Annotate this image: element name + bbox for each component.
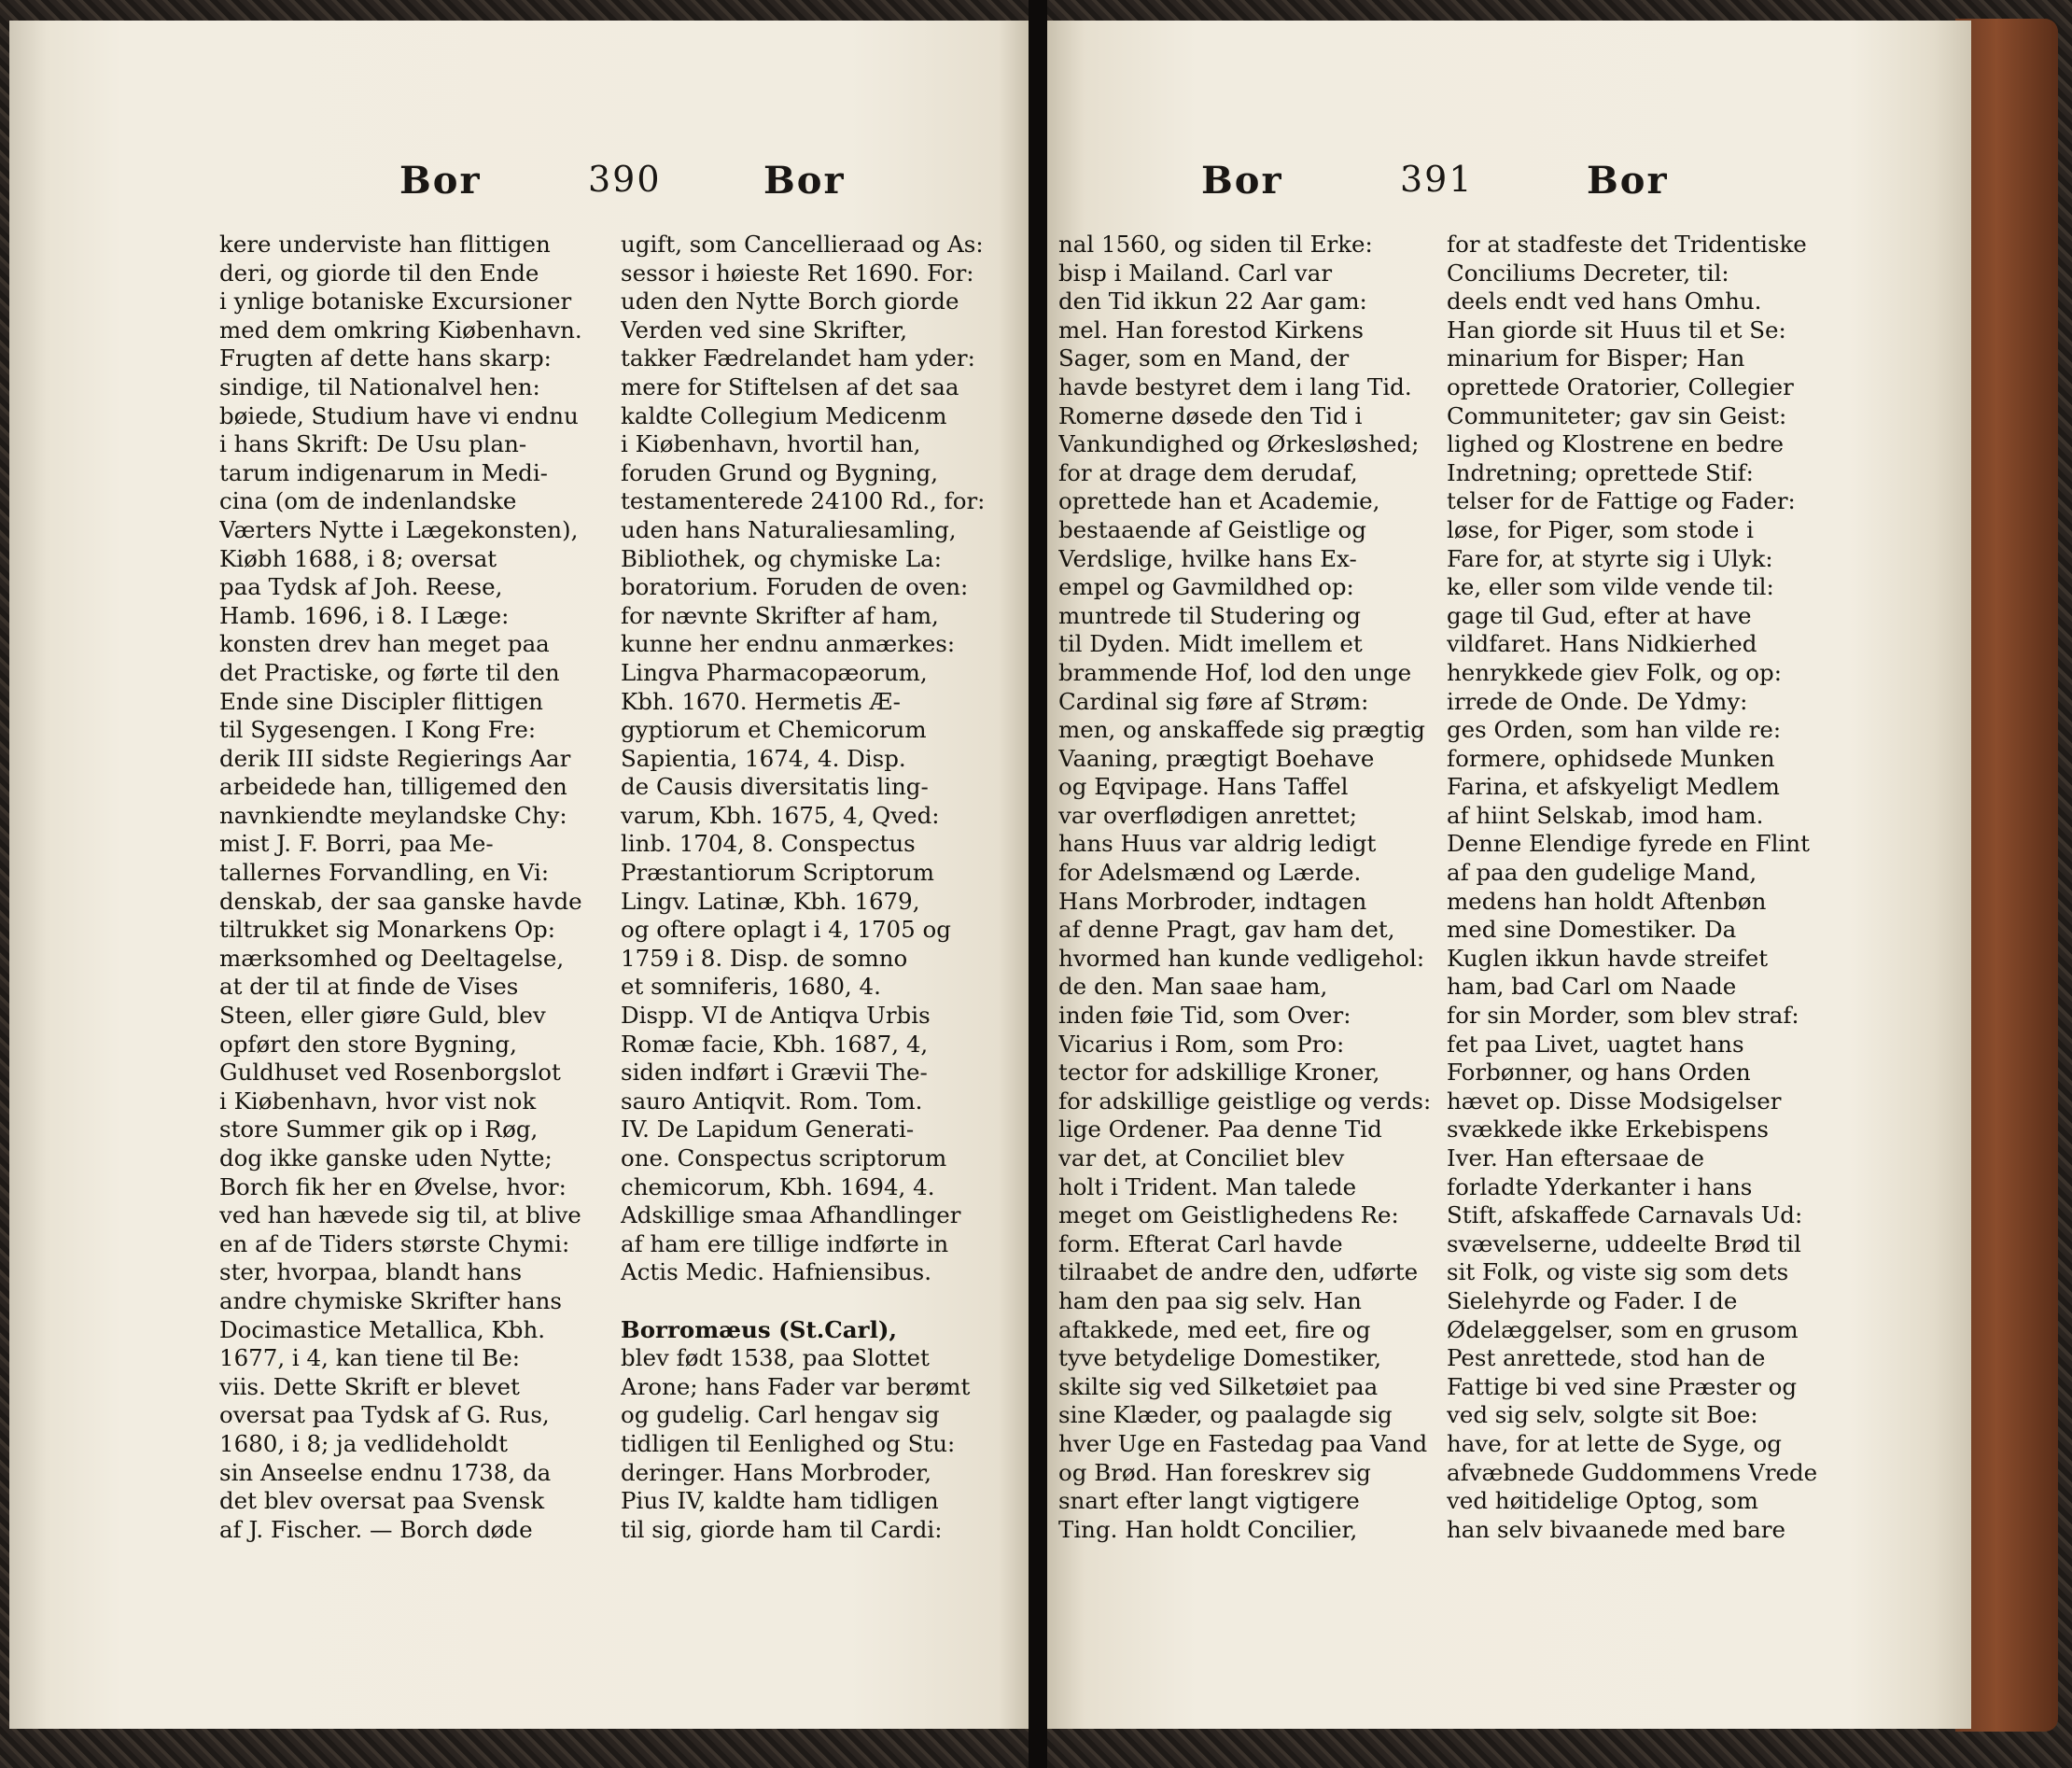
text-line: hævet op. Disse Modsigelser <box>1447 1087 1782 1115</box>
text-line: Kbh. 1670. Hermetis Æ- <box>621 687 901 715</box>
text-line: han selv bivaanede med bare <box>1447 1515 1786 1543</box>
text-line: Vankundighed og Ørkesløshed; <box>1058 430 1420 458</box>
text-line: for nævnte Skrifter af ham, <box>621 601 939 629</box>
text-line: Bibliothek, og chymiske La: <box>621 544 942 572</box>
text-line: løse, for Piger, som stode i <box>1447 515 1754 543</box>
text-line: bestaaende af Geistlige og <box>1058 515 1366 543</box>
text-line: svævelserne, uddeelte Brød til <box>1447 1229 1801 1257</box>
text-line: Ende sine Discipler flittigen <box>219 687 543 715</box>
left-page <box>9 21 1029 1729</box>
text-line: Sager, som en Mand, der <box>1058 344 1350 372</box>
text-line: hans Huus var aldrig ledigt <box>1058 830 1377 858</box>
text-line: Ødelæggelser, som en grusom <box>1447 1315 1799 1343</box>
text-line: deels endt ved hans Omhu. <box>1447 288 1762 316</box>
text-line: vildfaret. Hans Nidkierhed <box>1447 630 1757 658</box>
right-page-number: 391 <box>1400 159 1474 200</box>
text-line: viis. Dette Skrift er blevet <box>219 1372 520 1400</box>
text-line: minarium for Bisper; Han <box>1447 344 1745 372</box>
text-line: 1680, i 8; ja vedlideholdt <box>219 1429 508 1457</box>
text-line: oprettede Oratorier, Collegier <box>1447 372 1794 400</box>
text-line: i ynlige botaniske Excursioner <box>219 288 572 316</box>
text-line: Stift, afskaffede Carnavals Ud: <box>1447 1201 1803 1229</box>
text-line: svækkede ikke Erkebispens <box>1447 1116 1769 1144</box>
text-line: Pius IV, kaldte ham tidligen <box>621 1487 939 1515</box>
text-line: sin Anseelse endnu 1738, da <box>219 1458 552 1486</box>
text-line: ke, eller som vilde vende til: <box>1447 573 1774 601</box>
text-line: fet paa Livet, uagtet hans <box>1447 1030 1744 1058</box>
text-line: Lingv. Latinæ, Kbh. 1679, <box>621 887 920 915</box>
text-line <box>621 1287 994 1316</box>
text-line: muntrede til Studering og <box>1058 601 1361 629</box>
entry-heading: Borromæus (St.Carl), <box>621 1315 897 1343</box>
text-line: mere for Stiftelsen af det saa <box>621 372 959 400</box>
text-line: nal 1560, og siden til Erke: <box>1058 231 1373 258</box>
text-line: tarum indigenarum in Medi- <box>219 458 548 486</box>
text-line: blev født 1538, paa Slottet <box>621 1344 930 1372</box>
text-line: mist J. F. Borri, paa Me- <box>219 830 494 858</box>
text-line: chemicorum, Kbh. 1694, 4. <box>621 1172 935 1200</box>
text-line: Sapientia, 1674, 4. Disp. <box>621 744 906 772</box>
text-line: derik III sidste Regierings Aar <box>219 744 571 772</box>
text-line: aftakkede, med eet, fire og <box>1058 1315 1371 1343</box>
text-line: boratorium. Foruden de oven: <box>621 573 969 601</box>
text-line: i hans Skrift: De Usu plan- <box>219 430 527 458</box>
text-line: Indretning; oprettede Stif: <box>1447 458 1754 486</box>
text-line: dog ikke ganske uden Nytte; <box>219 1144 553 1172</box>
text-line: Han giorde sit Huus til et Se: <box>1447 316 1786 344</box>
text-line: deringer. Hans Morbroder, <box>621 1458 932 1486</box>
text-line: Værters Nytte i Lægekonsten), <box>219 515 579 543</box>
right-page-header-right: Bor <box>1587 159 1669 203</box>
text-line: Pest anrettede, stod han de <box>1447 1344 1766 1372</box>
text-line: af denne Pragt, gav ham det, <box>1058 916 1395 944</box>
right-page-column-1 <box>1058 231 1432 1544</box>
text-line: et somniferis, 1680, 4. <box>621 973 881 1001</box>
text-line: oprettede han et Academie, <box>1058 487 1380 515</box>
text-line: Actis Medic. Hafniensibus. <box>621 1258 932 1286</box>
text-line: medens han holdt Aftenbøn <box>1447 887 1767 915</box>
text-line: lighed og Klostrene en bedre <box>1447 430 1785 458</box>
text-line: men, og anskaffede sig prægtig <box>1058 716 1425 744</box>
text-line: Kuglen ikkun havde streifet <box>1447 944 1769 972</box>
text-line: Guldhuset ved Rosenborgslot <box>219 1059 561 1087</box>
text-line: bisp i Mailand. Carl var <box>1058 259 1333 287</box>
left-page-header-right: Bor <box>763 159 846 203</box>
text-line: kaldte Collegium Medicenm <box>621 401 947 429</box>
text-line: meget om Geistlighedens Re: <box>1058 1201 1399 1229</box>
text-line: kere underviste han flittigen <box>219 231 551 258</box>
text-line: og gudelig. Carl hengav sig <box>621 1401 940 1429</box>
text-line: tallernes Forvandling, en Vi: <box>219 859 550 887</box>
text-line: arbeidede han, tilligemed den <box>219 773 567 801</box>
text-line: Præstantiorum Scriptorum <box>621 859 935 887</box>
text-line: siden indført i Grævii The- <box>621 1059 928 1087</box>
text-line: de den. Man saae ham, <box>1058 973 1328 1001</box>
text-line: Vicarius i Rom, som Pro: <box>1058 1030 1345 1058</box>
text-line: ved høitidelige Optog, som <box>1447 1487 1758 1515</box>
text-line: Arone; hans Fader var berømt <box>621 1372 971 1400</box>
text-line: kunne her endnu anmærkes: <box>621 630 956 658</box>
text-line: Verden ved sine Skrifter, <box>621 316 908 344</box>
text-line: konsten drev han meget paa <box>219 630 550 658</box>
text-line: det Practiske, og førte til den <box>219 658 560 686</box>
text-line: Dispp. VI de Antiqva Urbis <box>621 1002 931 1030</box>
text-line: hver Uge en Fastedag paa Vand <box>1058 1429 1428 1457</box>
left-page-column-1 <box>219 231 602 1544</box>
text-line: sessor i høieste Ret 1690. For: <box>621 259 974 287</box>
text-line: det blev oversat paa Svensk <box>219 1487 545 1515</box>
text-line: tyve betydelige Domestiker, <box>1058 1344 1382 1372</box>
text-line: for adskillige geistlige og verds: <box>1058 1087 1432 1115</box>
text-line: den Tid ikkun 22 Aar gam: <box>1058 288 1367 316</box>
right-page-column-2 <box>1447 231 1820 1544</box>
text-line: ugift, som Cancellieraad og As: <box>621 231 984 258</box>
text-line: Hans Morbroder, indtagen <box>1058 887 1367 915</box>
text-line: form. Efterat Carl havde <box>1058 1229 1343 1257</box>
text-line: Forbønner, og hans Orden <box>1447 1059 1751 1087</box>
text-line: linb. 1704, 8. Conspectus <box>621 830 916 858</box>
text-line: uden hans Naturaliesamling, <box>621 515 957 543</box>
text-line: og Eqvipage. Hans Taffel <box>1058 773 1349 801</box>
text-line: Cardinal sig føre af Strøm: <box>1058 687 1369 715</box>
text-line: tilraabet de andre den, udførte <box>1058 1258 1419 1286</box>
text-line: afvæbnede Guddommens Vrede <box>1447 1458 1818 1486</box>
text-line: andre chymiske Skrifter hans <box>219 1286 563 1314</box>
text-line: Verdslige, hvilke hans Ex- <box>1058 544 1357 572</box>
text-line: og Brød. Han foreskrev sig <box>1058 1458 1371 1486</box>
text-line: tidligen til Eenlighed og Stu: <box>621 1429 956 1457</box>
text-line: gyptiorum et Chemicorum <box>621 716 927 744</box>
text-line: sauro Antiqvit. Rom. Tom. <box>621 1087 923 1115</box>
text-line: for Adelsmænd og Lærde. <box>1058 859 1362 887</box>
text-line: Borch fik her en Øvelse, hvor: <box>219 1172 567 1200</box>
text-line: Hamb. 1696, i 8. I Læge: <box>219 601 510 629</box>
text-line: lige Ordener. Paa denne Tid <box>1058 1116 1382 1144</box>
text-line: formere, ophidsede Munken <box>1447 744 1775 772</box>
text-line: skilte sig ved Silketøiet paa <box>1058 1372 1379 1400</box>
text-line: gage til Gud, efter at have <box>1447 601 1752 629</box>
text-line: med dem omkring Kiøbenhavn. <box>219 316 582 344</box>
text-line: forladte Yderkanter i hans <box>1447 1172 1753 1200</box>
text-line: Sielehyrde og Fader. I de <box>1447 1286 1738 1314</box>
gutter <box>1029 0 1047 1768</box>
text-line: hvormed han kunde vedligehol: <box>1058 944 1425 972</box>
left-page-header-left: Bor <box>399 159 482 203</box>
text-line: og oftere oplagt i 4, 1705 og <box>621 916 951 944</box>
text-line: de Causis diversitatis ling- <box>621 773 929 801</box>
text-line: sit Folk, og viste sig som dets <box>1447 1258 1789 1286</box>
text-line: henrykkede giev Folk, og op: <box>1447 658 1782 686</box>
text-line: Romerne døsede den Tid i <box>1058 401 1363 429</box>
text-line: bøiede, Studium have vi endnu <box>219 401 579 429</box>
text-line: i Kiøbenhavn, hvortil han, <box>621 430 921 458</box>
text-line: Steen, eller giøre Guld, blev <box>219 1002 546 1030</box>
text-line: for at drage dem derudaf, <box>1058 458 1358 486</box>
text-line: snart efter langt vigtigere <box>1058 1487 1360 1515</box>
text-line: testamenterede 24100 Rd., for: <box>621 487 986 515</box>
right-page <box>1047 21 1971 1729</box>
text-line: foruden Grund og Bygning, <box>621 458 938 486</box>
text-line: Kiøbh 1688, i 8; oversat <box>219 544 497 572</box>
text-line: Denne Elendige fyrede en Flint <box>1447 830 1810 858</box>
text-line: Farina, et afskyeligt Medlem <box>1447 773 1780 801</box>
text-line: oversat paa Tydsk af G. Rus, <box>219 1401 550 1429</box>
text-line: Communiteter; gav sin Geist: <box>1447 401 1787 429</box>
text-line: one. Conspectus scriptorum <box>621 1144 947 1172</box>
text-line: af paa den gudelige Mand, <box>1447 859 1757 887</box>
text-line: Conciliums Decreter, til: <box>1447 259 1729 287</box>
left-page-number: 390 <box>588 159 662 200</box>
text-line: af ham ere tillige indførte in <box>621 1229 949 1257</box>
text-line: Iver. Han eftersaae de <box>1447 1144 1705 1172</box>
text-line: Lingva Pharmacopæorum, <box>621 658 928 686</box>
text-line: ham, bad Carl om Naade <box>1447 973 1737 1001</box>
text-line: Frugten af dette hans skarp: <box>219 344 552 372</box>
text-line: tector for adskillige Kroner, <box>1058 1059 1380 1087</box>
text-line: 1677, i 4, kan tiene til Be: <box>219 1344 521 1372</box>
text-line: 1759 i 8. Disp. de somno <box>621 944 908 972</box>
text-line: af J. Fischer. — Borch døde <box>219 1515 533 1543</box>
text-line: navnkiendte meylandske Chy: <box>219 801 567 829</box>
text-line: ham den paa sig selv. Han <box>1058 1286 1362 1314</box>
text-line: sine Klæder, og paalagde sig <box>1058 1401 1393 1429</box>
text-line: holt i Trident. Man talede <box>1058 1172 1357 1200</box>
text-line: tiltrukket sig Monarkens Op: <box>219 916 555 944</box>
text-line: til Sygesengen. I Kong Fre: <box>219 716 537 744</box>
text-line: af hiint Selskab, imod ham. <box>1447 801 1764 829</box>
text-line: empel og Gavmildhed op: <box>1058 573 1354 601</box>
text-line: Romæ facie, Kbh. 1687, 4, <box>621 1030 929 1058</box>
text-line: have, for at lette de Syge, og <box>1447 1429 1782 1457</box>
text-line: IV. De Lapidum Generati- <box>621 1116 915 1144</box>
text-line: Docimastice Metallica, Kbh. <box>219 1315 546 1343</box>
text-line: Fattige bi ved sine Præster og <box>1447 1372 1798 1400</box>
text-line: denskab, der saa ganske havde <box>219 887 582 915</box>
text-line: mel. Han forestod Kirkens <box>1058 316 1364 344</box>
text-line: ved sig selv, solgte sit Boe: <box>1447 1401 1758 1429</box>
text-line: deri, og giorde til den Ende <box>219 259 539 287</box>
text-line: Fare for, at styrte sig i Ulyk: <box>1447 544 1773 572</box>
text-line: sindige, til Nationalvel hen: <box>219 372 540 400</box>
text-line: en af de Tiders største Chymi: <box>219 1229 570 1257</box>
text-line: Ting. Han holdt Concilier, <box>1058 1515 1358 1543</box>
text-line: Adskillige smaa Afhandlinger <box>621 1201 961 1229</box>
text-line: varum, Kbh. 1675, 4, Qved: <box>621 801 940 829</box>
text-line: var det, at Conciliet blev <box>1058 1144 1345 1172</box>
text-line: var overflødigen anrettet; <box>1058 801 1357 829</box>
text-line: til sig, giorde ham til Cardi: <box>621 1515 943 1543</box>
text-line: for sin Morder, som blev straf: <box>1447 1002 1799 1030</box>
text-line: mærksomhed og Deeltagelse, <box>219 944 565 972</box>
text-line: med sine Domestiker. Da <box>1447 916 1737 944</box>
text-line: ster, hvorpaa, blandt hans <box>219 1258 523 1286</box>
text-line: for at stadfeste det Tridentiske <box>1447 231 1807 258</box>
text-line: takker Fædrelandet ham yder: <box>621 344 975 372</box>
text-line: cina (om de indenlandske <box>219 487 517 515</box>
text-line: store Summer gik op i Røg, <box>219 1116 539 1144</box>
text-line: til Dyden. Midt imellem et <box>1058 630 1363 658</box>
text-line: at der til at finde de Vises <box>219 973 519 1001</box>
text-line: ges Orden, som han vilde re: <box>1447 716 1782 744</box>
text-line: uden den Nytte Borch giorde <box>621 288 959 316</box>
text-line: inden føie Tid, som Over: <box>1058 1002 1351 1030</box>
left-page-column-2 <box>621 231 994 1544</box>
text-line: opført den store Bygning, <box>219 1030 517 1058</box>
right-page-header-left: Bor <box>1201 159 1283 203</box>
text-line: brammende Hof, lod den unge <box>1058 658 1412 686</box>
text-line: i Kiøbenhavn, hvor vist nok <box>219 1087 537 1115</box>
text-line: Vaaning, prægtigt Boehave <box>1058 744 1375 772</box>
text-line: telser for de Fattige og Fader: <box>1447 487 1796 515</box>
text-line: ved han hævede sig til, at blive <box>219 1201 581 1229</box>
text-line: havde bestyret dem i lang Tid. <box>1058 372 1412 400</box>
text-line: paa Tydsk af Joh. Reese, <box>219 573 503 601</box>
text-line: irrede de Onde. De Ydmy: <box>1447 687 1748 715</box>
